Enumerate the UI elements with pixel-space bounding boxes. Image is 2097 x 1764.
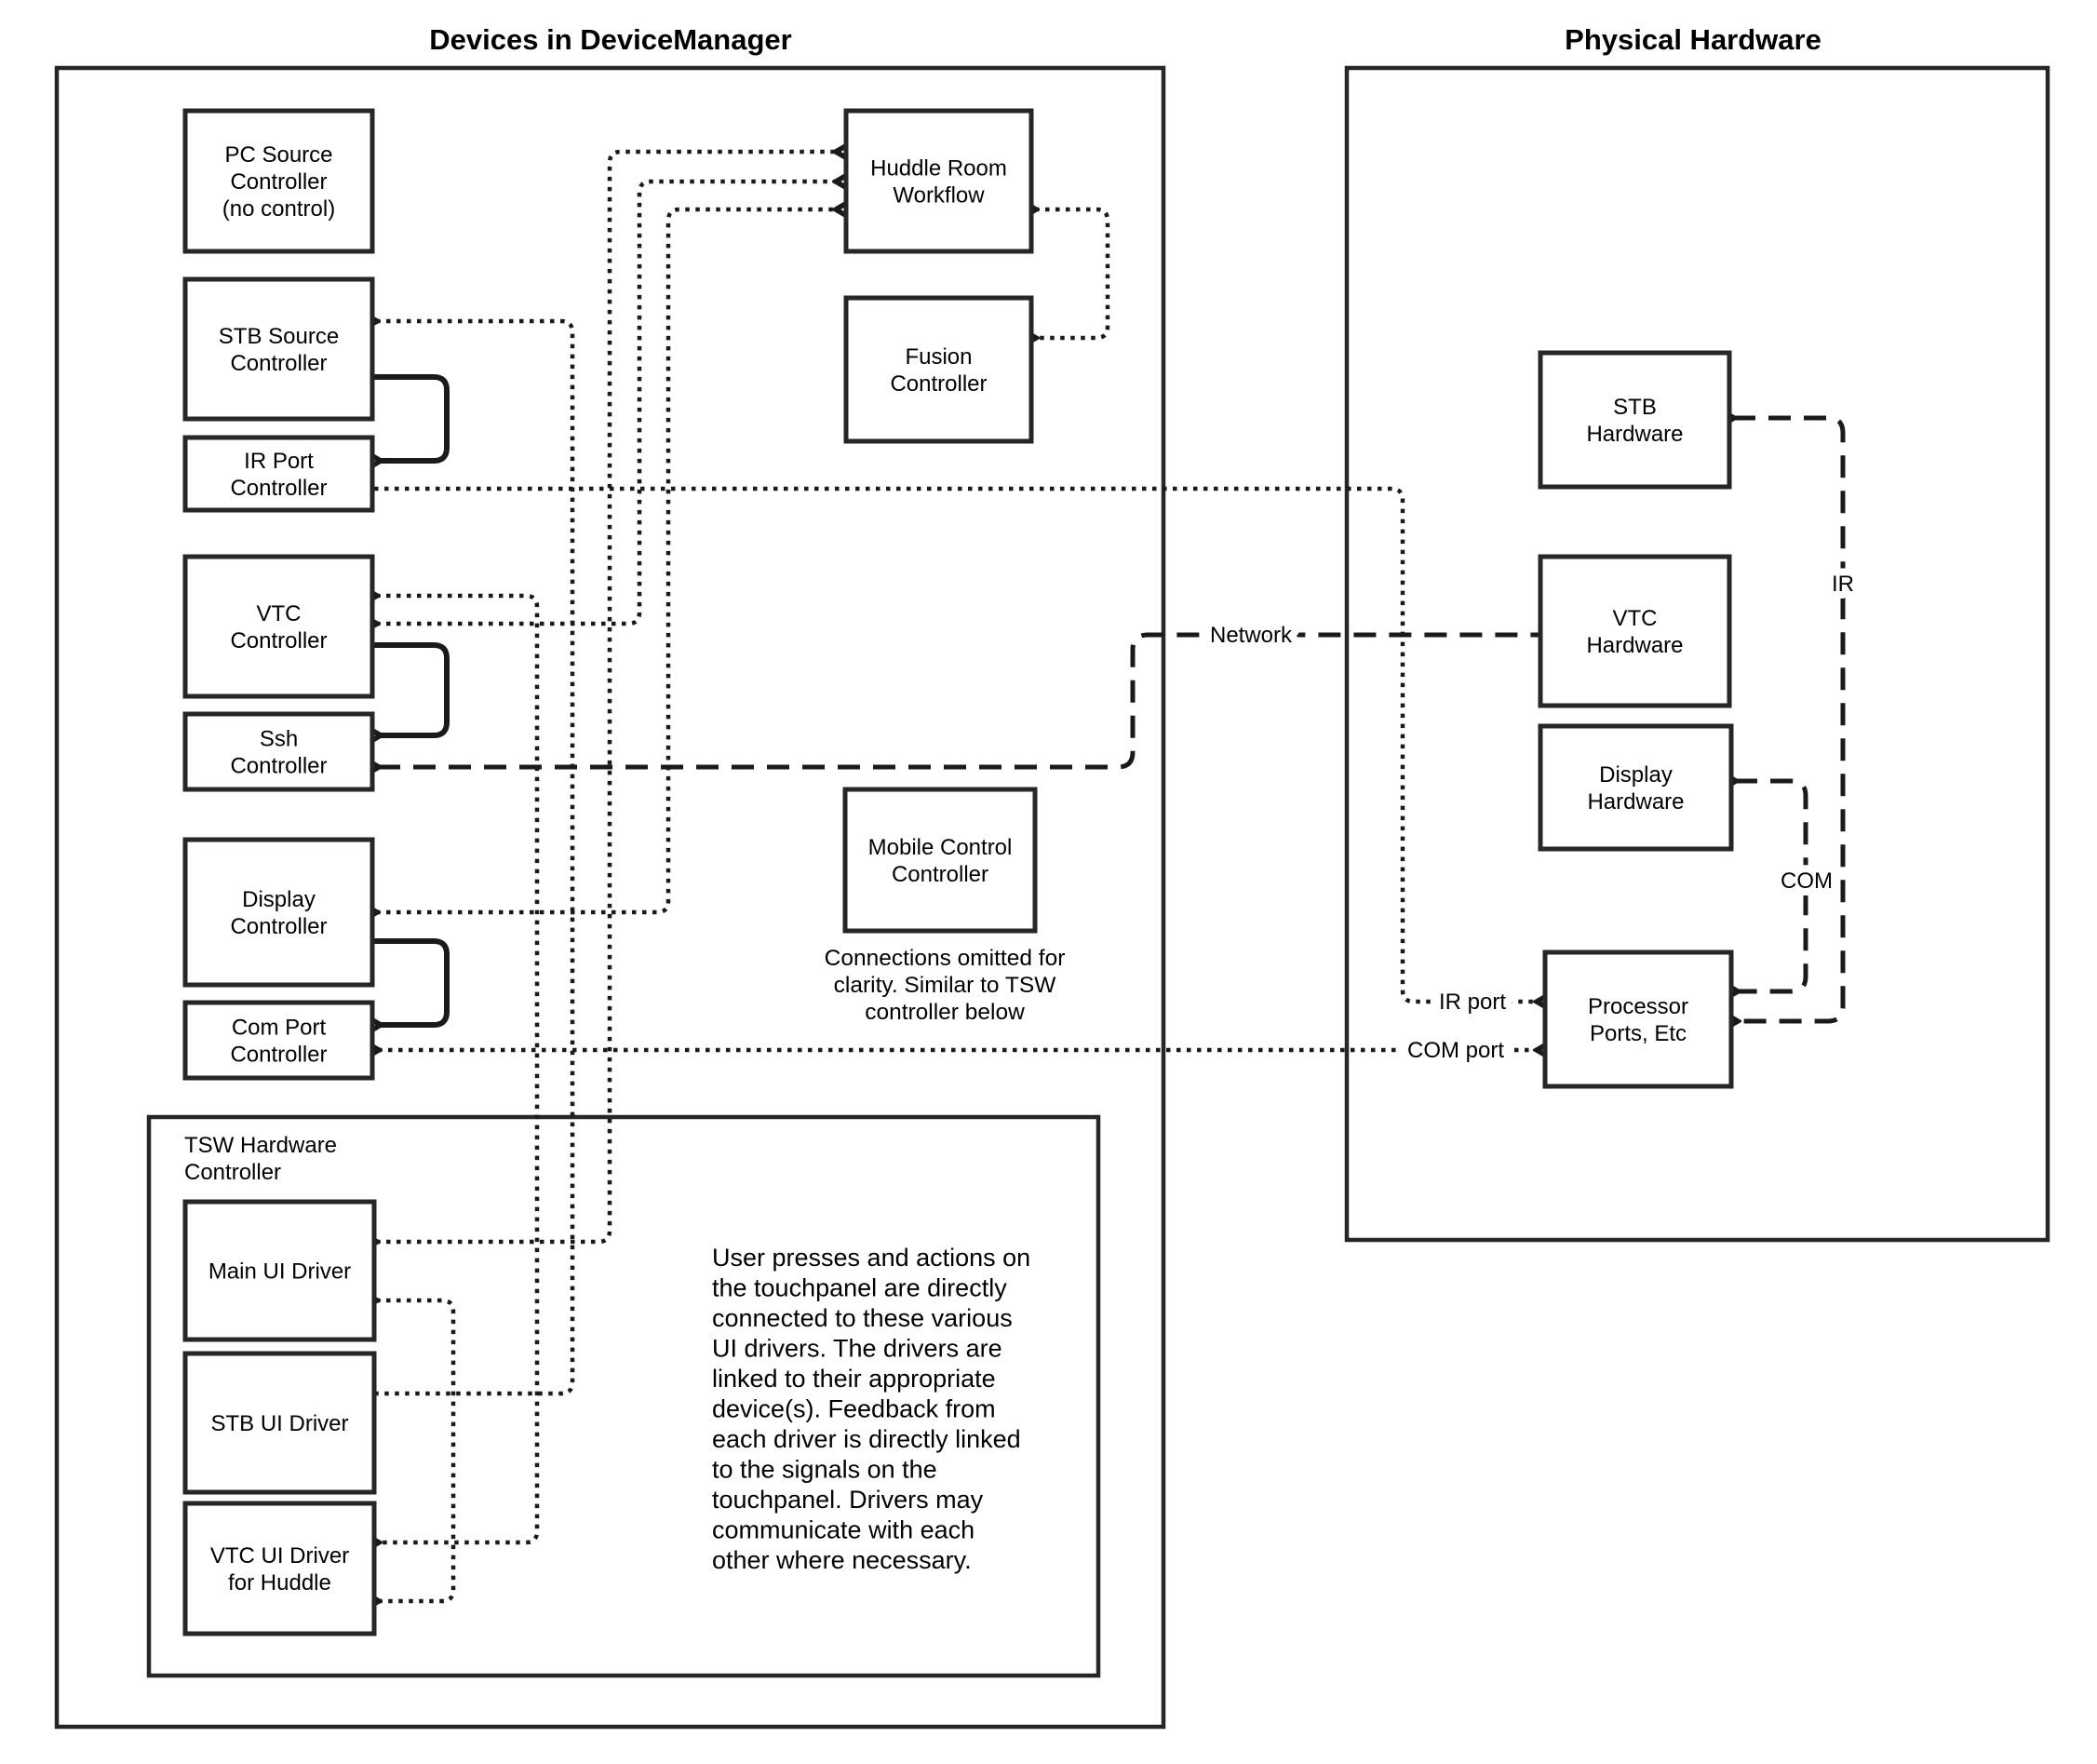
box-processor-ports-label: Ports, Etc (1589, 1021, 1687, 1046)
label-network: Network (1209, 623, 1293, 648)
box-huddle-room-workflow-label: Workflow (893, 182, 985, 209)
box-processor-ports (1545, 952, 1731, 1086)
tsw-hardware-controller-container-label: TSW Hardware (184, 1133, 338, 1158)
box-mobile-control-controller-label: Mobile Control (867, 835, 1013, 860)
tsw-driver-description: connected to these various (712, 1304, 1013, 1332)
conn-stb-hardware-to-processor-ir (1733, 418, 1843, 1021)
conn-display-to-com-port (372, 941, 447, 1025)
box-display-controller-label: Controller (230, 914, 328, 939)
box-vtc-controller-label: Controller (230, 628, 328, 653)
box-stb-source-controller-label: STB Source (218, 324, 340, 349)
box-processor-ports-label: Processor (1587, 994, 1689, 1019)
box-display-hardware (1540, 726, 1731, 849)
box-ssh-controller-label: Ssh (259, 726, 299, 752)
label-ir-port: IR port (1438, 990, 1507, 1015)
mobile-controller-note: controller below (865, 1000, 1025, 1025)
box-pc-source-controller-label: (no control) (222, 196, 336, 222)
box-huddle-room-workflow-label: Huddle Room (870, 155, 1007, 182)
tsw-hardware-controller-container-label: Controller (184, 1160, 282, 1185)
box-vtc-ui-driver-label: for Huddle (228, 1570, 331, 1596)
box-fusion-controller (846, 298, 1031, 441)
conn-display-to-huddle (376, 209, 837, 912)
box-stb-hardware-label: STB (1613, 395, 1657, 420)
tsw-driver-description: each driver is directly linked (712, 1425, 1021, 1453)
box-stb-hardware-label: Hardware (1586, 422, 1684, 447)
conn-ssh-to-vtc-hardware-network (378, 635, 1543, 767)
box-com-port-controller-label: Controller (230, 1042, 328, 1068)
conn-main-ui-to-vtc-ui (376, 1300, 453, 1601)
box-display-controller-label: Display (242, 887, 316, 912)
conn-stb-source-to-stb-ui (376, 321, 572, 1394)
box-vtc-controller (185, 557, 372, 696)
tsw-driver-description: communicate with each (712, 1515, 975, 1544)
mobile-controller-note: Connections omitted for (824, 946, 1066, 971)
conn-vtc-to-ssh (372, 645, 447, 735)
tsw-driver-description: touchpanel. Drivers may (712, 1486, 984, 1514)
conn-huddle-to-fusion (1035, 209, 1108, 338)
box-ir-port-controller-label: IR Port (244, 449, 314, 474)
box-stb-source-controller-label: Controller (230, 351, 328, 376)
box-fusion-controller-label: Fusion (905, 344, 973, 370)
box-mobile-control-controller (845, 789, 1035, 931)
mobile-controller-note: clarity. Similar to TSW (833, 973, 1056, 998)
label-com-port: COM port (1406, 1038, 1505, 1063)
box-vtc-hardware-label: Hardware (1586, 633, 1684, 658)
box-vtc-hardware-label: VTC (1612, 606, 1658, 631)
tsw-driver-description: UI drivers. The drivers are (712, 1334, 1002, 1363)
box-stb-ui-driver-label: STB UI Driver (210, 1411, 349, 1436)
box-ir-port-controller-label: Controller (230, 476, 328, 501)
box-huddle-room-workflow (846, 111, 1031, 251)
tsw-driver-description: device(s). Feedback from (712, 1394, 996, 1423)
box-ssh-controller-label: Controller (230, 753, 328, 779)
box-fusion-controller-label: Controller (890, 371, 988, 397)
box-vtc-ui-driver (185, 1503, 374, 1634)
box-com-port-controller-label: Com Port (231, 1015, 327, 1041)
tsw-driver-description: linked to their appropriate (712, 1365, 996, 1393)
box-stb-hardware (1540, 353, 1729, 487)
label-com: COM (1781, 869, 1833, 894)
box-pc-source-controller-label: PC Source (224, 142, 333, 168)
page-title-physical-hardware: Physical Hardware (1565, 23, 1821, 56)
box-display-controller (185, 840, 372, 985)
box-display-hardware-label: Hardware (1587, 789, 1685, 815)
page-title-device-manager: Devices in DeviceManager (429, 23, 792, 56)
box-vtc-controller-label: VTC (256, 601, 302, 626)
box-mobile-control-controller-label: Controller (891, 862, 989, 887)
tsw-driver-description: User presses and actions on (712, 1244, 1031, 1272)
box-pc-source-controller-label: Controller (230, 169, 328, 195)
box-stb-source-controller (185, 279, 372, 419)
conn-stb-source-to-ir-port (372, 377, 447, 461)
tsw-driver-description: the touchpanel are directly (712, 1273, 1007, 1302)
box-main-ui-driver-label: Main UI Driver (208, 1259, 352, 1285)
box-vtc-ui-driver-label: VTC UI Driver (209, 1543, 350, 1569)
box-vtc-hardware (1540, 557, 1729, 706)
tsw-driver-description: to the signals on the (712, 1455, 937, 1484)
label-ir: IR (1832, 572, 1854, 597)
box-display-hardware-label: Display (1599, 762, 1673, 788)
tsw-driver-description: other where necessary. (712, 1546, 972, 1574)
